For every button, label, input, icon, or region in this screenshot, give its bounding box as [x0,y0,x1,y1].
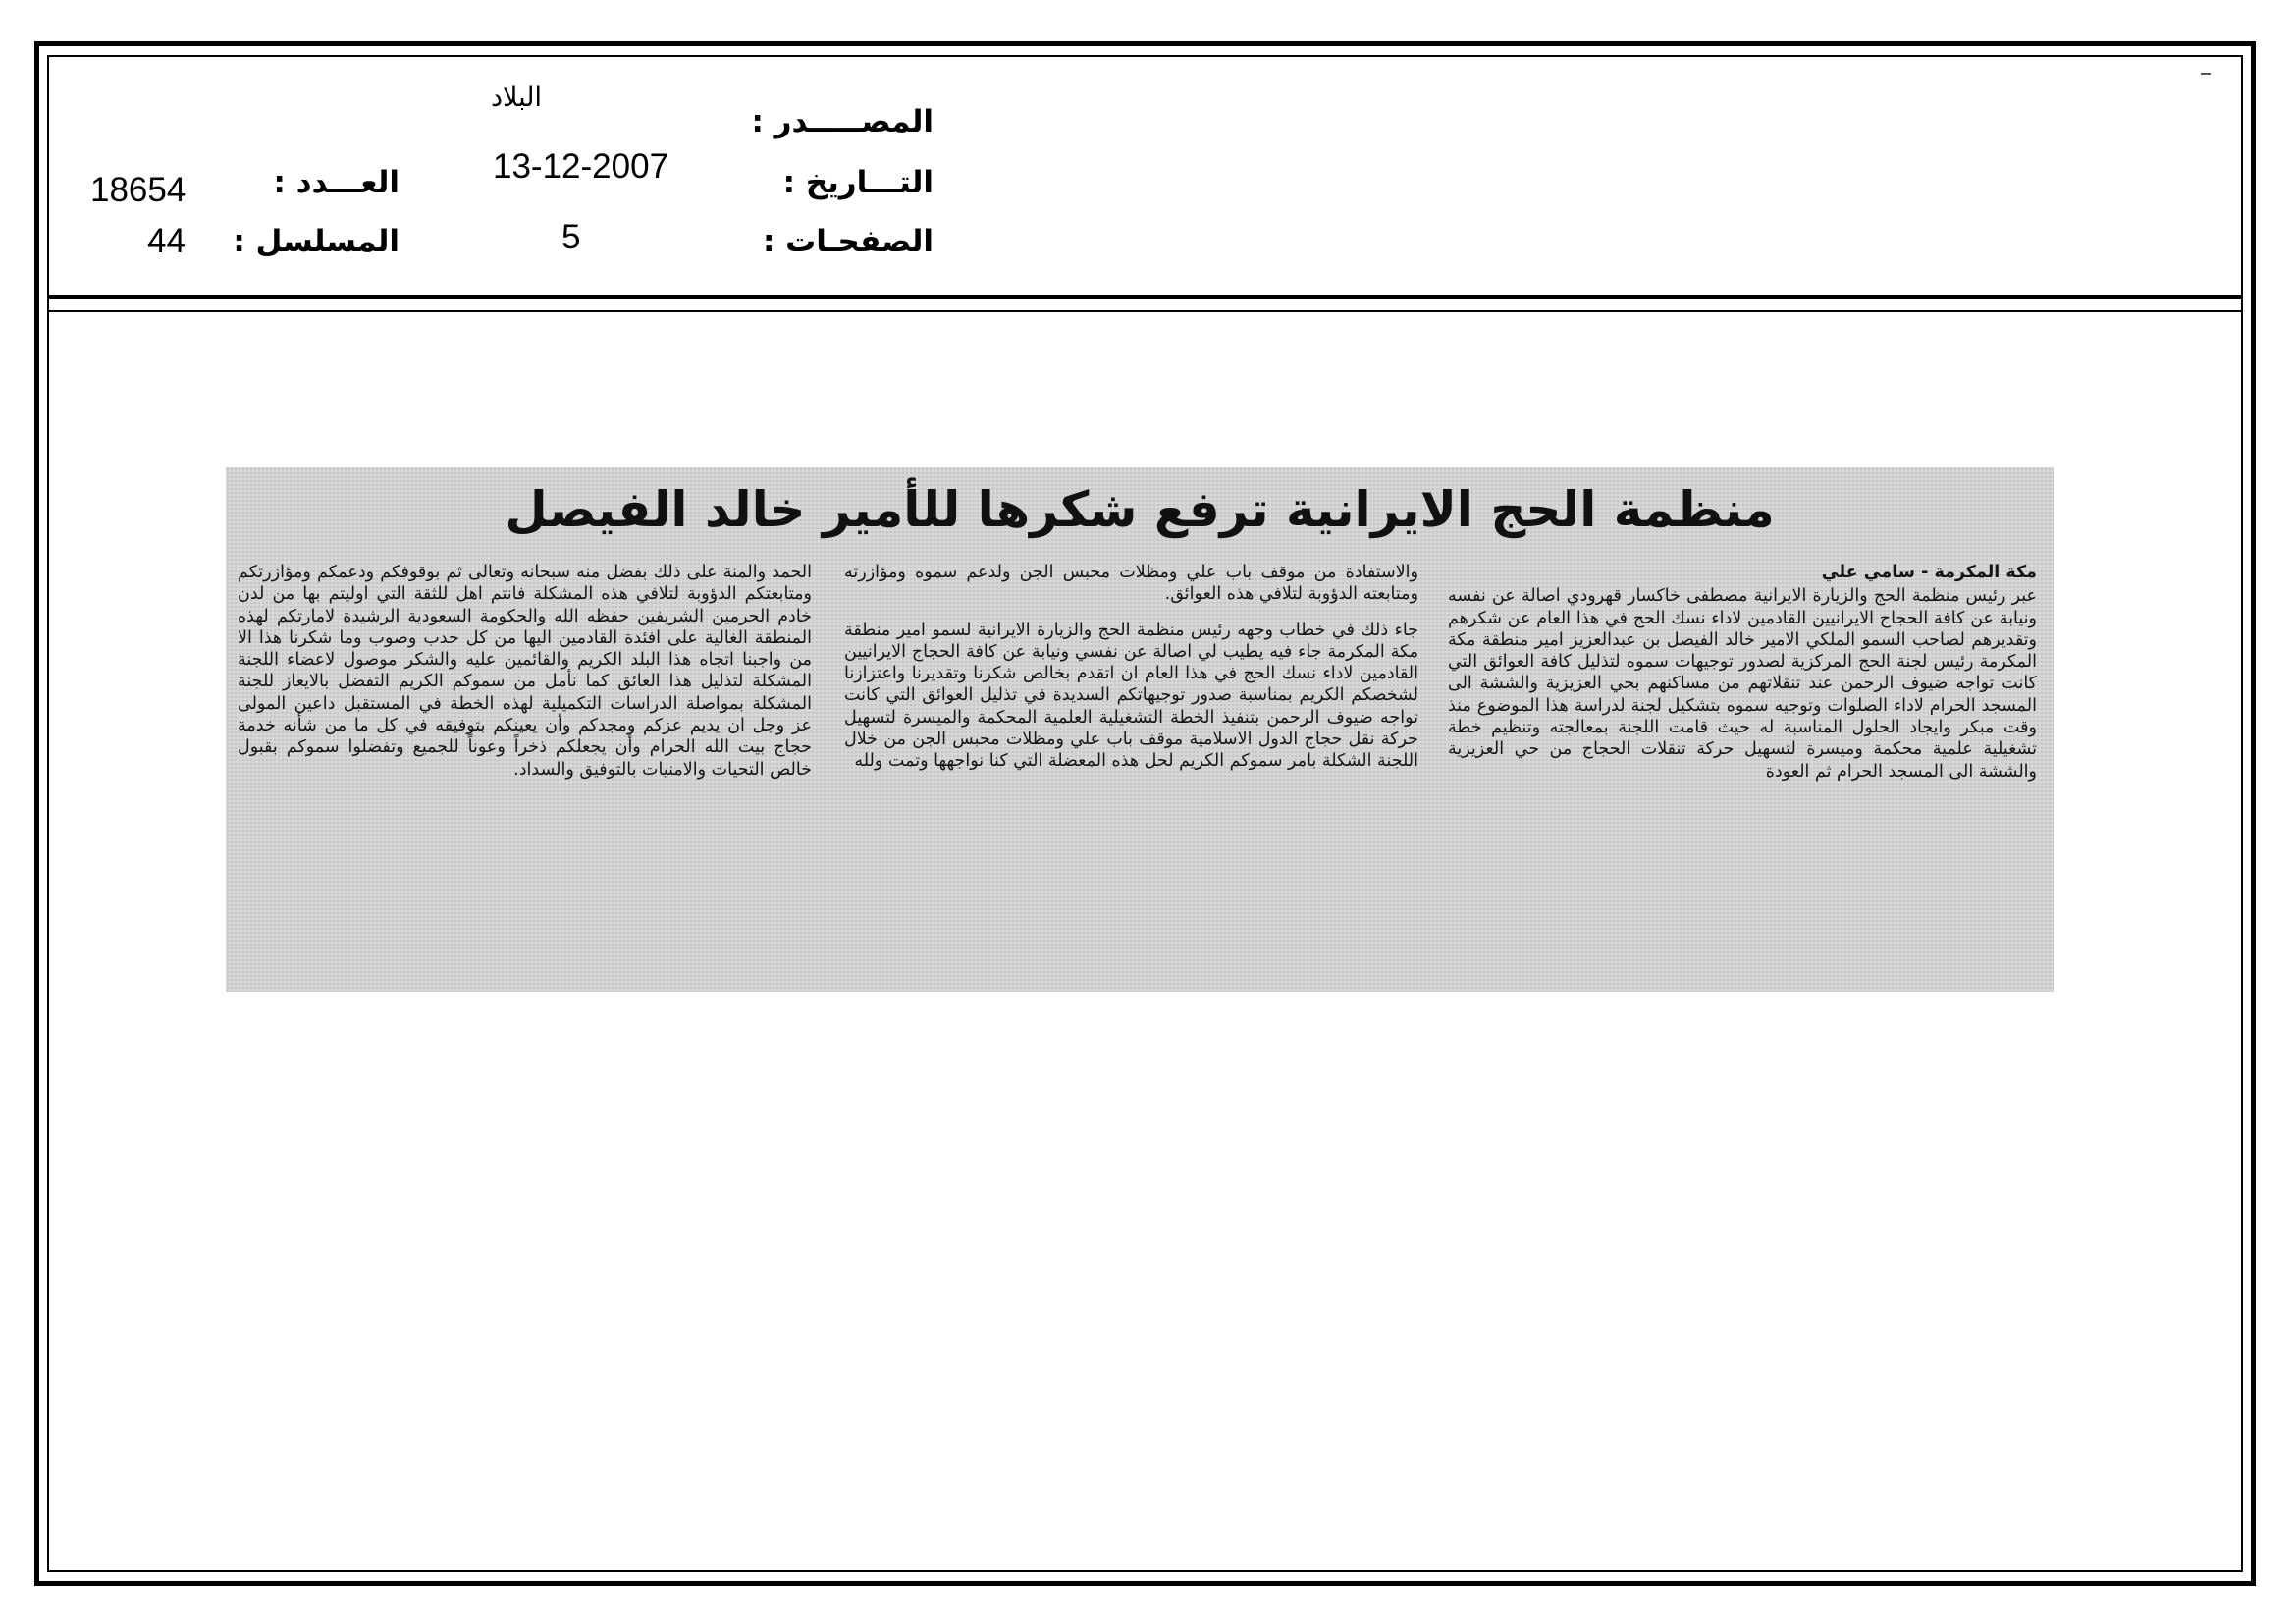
header-divider-thick [47,295,2243,299]
issue-value: 18654 [90,171,187,209]
pages-value: 5 [561,218,581,256]
article-column-1 [1448,562,2037,783]
serial-label: المسلسل : [233,224,400,259]
date-label: التـــاريخ : [782,165,934,200]
article-column-2 [844,562,1418,773]
source-label: المصـــــدر : [751,104,934,139]
source-value: البلاد [491,82,543,113]
article-paragraph: عبر رئيس منظمة الحج والزيارة الايرانية مصطفى خاكسار قهرودي اصالة عن نفسه ونيابة عن كافة الحجاج الايرانيين القادمين لاداء نسك الحج في هذا العام عن شكرهم وتقديرهم لصاحب السمو الملكي الامير خالد الفيصل بن عبدالعزيز امير منطقة مكة المكرمة رئيس لجنة الحج المركزية لصدور توجيهات سموه لتذليل كافة العوائق التي كانت تواجه ضيوف الرحمن عند تنقلاتهم من مساكنهم بحي العزيزية والششة الى المسجد الحرام لاداء الصلوات وتوجيه سموه بتشكيل لجنة لدراسة هذا الموضوع منذ وقت مبكر وايجاد الحلول المناسبة له حيث قامت اللجنة بمعالجته وتنظيم خطة تشغيلية علمية محكمة وميسرة لتسهيل حركة تنقلات الحجاج من حي العزيزية والششة الى المسجد الحرام ثم العودة [1448,586,2037,782]
issue-label: العـــدد : [273,165,400,200]
pages-label: الصفحـات : [762,224,934,259]
serial-value: 44 [147,222,186,260]
date-value: 13-12-2007 [493,147,669,186]
corner-mark [2201,73,2211,75]
article-byline: مكة المكرمة - سامي علي [1821,563,2037,582]
article-paragraph: جاء ذلك في خطاب وجهه رئيس منظمة الحج والزيارة الايرانية لسمو امير منطقة مكة المكرمة جاء فيه يطيب لي اصالة عن نفسي ونيابة عن كافة الحجاج الايرانيين القادمين لاداء نسك الحج في هذا العام ان اتقدم بخالص شكرنا وتقديرنا واعتزازنا لشخصكم الكريم بمناسبة صدور توجيهاتكم السديدة في تذليل العوائق التي كانت تواجه ضيوف الرحمن بتنفيذ الخطة التشغيلية العلمية المحكمة والميسرة لتسهيل حركة نقل حجاج الدول الاسلامية موقف باب علي ومظلات محبس الجن من خلال اللجنة الشكلة بامر سموكم الكريم لحل هذه المعضلة التي كنا نواجهها وتمت ولله [844,620,1418,772]
header-divider-thin [47,310,2243,312]
article-paragraph: الحمد والمنة على ذلك بفضل منه سبحانه وتعالى ثم بوقوفكم ودعمكم ومؤازرتكم ومتابعتكم الدؤوبة لتلافي هذه المشكلة فانتم اهل للثقة التي اوليتم بها من لدن خادم الحرمين الشريفين حفظه الله والحكومة السعودية الرشيدة لامارتكم لهذه المنطقة الغالية على افئدة القادمين اليها من كل حدب وصوب وما شكرنا هذا الا من واجبنا اتجاه هذا البلد الكريم والقائمين عليه والشكر موصول لاعضاء اللجنة المشكلة لتذليل هذا العائق كما نأمل من سموكم الكريم التفضل بالايعاز للجنة المشكلة بمواصلة الدراسات التكميلية لهذه الخطة في المستقبل داعين المولى عز وجل ان يديم عزكم ومجدكم وأن يعينكم بتوفيقه في كل ما من شأنه خدمة حجاج بيت الله الحرام وأن يجعلكم ذخراً وعوناً للجميع وتفضلوا سموكم بقبول خالص التحيات والامنيات بالتوفيق والسداد. [238,563,812,780]
article-column-3 [238,562,812,781]
article-paragraph: والاستفادة من موقف باب علي ومظلات محبس الجن ولدعم سموه ومؤازرته ومتابعته الدؤوبة لتلافي هذه العوائق. [844,563,1418,605]
article-headline: منظمة الحج الايرانية ترفع شكرها للأمير خالد الفيصل [505,481,1775,538]
newspaper-clipping [226,467,2054,992]
